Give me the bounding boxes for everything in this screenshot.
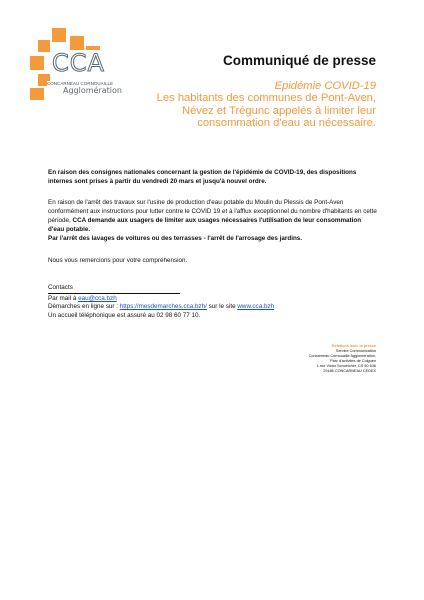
online-link[interactable]: https://mesdemarches.cca.bzh/	[119, 303, 207, 311]
footer-line: 1 rue Victor Schoelcher, CS 50 636	[316, 364, 376, 369]
details-text: En raison de l'arrêt des travaux sur l'usine de production d'eau potable du Moulin du Plessis de Pont-Aven conformément aux instructions pour lutter contre le COVID 19 et à l'afflux exceptionnel du nombre d'habitants en cette période,	[48, 199, 377, 224]
contact-mail	[48, 295, 378, 304]
logo-square	[30, 56, 44, 70]
intro-text: En raison des consignes nationales concernant la gestion de l'épidémie de COVID-19, des dispositions internes sont prises à partir du vendredi 20 mars et jusqu'à nouvel ordre.	[48, 169, 357, 185]
subject-headline: Les habitants des communes de Pont-Aven, Névez et Trégunc appelés à limiter leur consommation d'eau au nécessaire.	[156, 92, 376, 130]
logo-subtitle-2: Agglomération	[63, 86, 122, 95]
logo-square	[52, 28, 66, 42]
logo-square	[38, 40, 50, 52]
contacts-section	[48, 284, 378, 320]
footer-line: Parc d'activités de Colguen	[330, 359, 376, 364]
paragraph-intro	[48, 168, 378, 186]
logo-subtitle: CONCARNEAU CORNOUAILLE	[47, 81, 114, 86]
subject-topic: Epidémie COVID-19	[274, 80, 376, 92]
contacts-heading: Contacts	[48, 284, 180, 294]
online-middle: sur le site	[206, 303, 238, 311]
footer-line: Service Communication	[335, 349, 376, 354]
online-label: Démarches en ligne sur :	[48, 303, 120, 311]
press-subject	[126, 80, 376, 130]
site-link[interactable]: www.cca.bzh	[237, 303, 275, 311]
footer-line: 29186 CONCARNEAU CEDEX	[323, 369, 376, 374]
logo-square	[70, 36, 84, 50]
mail-label: Par mail à	[48, 294, 79, 302]
mail-link[interactable]: eau@cca.bzh	[78, 294, 117, 302]
contact-phone: Un accueil téléphonique est assuré au 02 98 60 77 10.	[48, 311, 201, 319]
contact-online	[48, 303, 378, 312]
logo-wordmark: CCA	[52, 50, 120, 82]
details-request: CCA demande aux usagers de limiter aux usages nécessaires l'utilisation de leur consommation d'eau potable.	[48, 217, 362, 233]
press-contact-footer	[309, 344, 376, 375]
paragraph-thanks: Nous vous remercions pour votre compréhension.	[48, 257, 188, 264]
cca-logo	[30, 28, 130, 100]
page-title: Communiqué de presse	[222, 53, 376, 68]
logo-square	[30, 88, 44, 100]
paragraph-details	[48, 198, 378, 243]
details-restrictions: Par l'arrêt des lavages de voitures ou des terrasses - l'arrêt de l'arrosage des jardins.	[48, 235, 303, 242]
footer-line: Concarneau Cornouaille Agglomération,	[308, 354, 376, 359]
footer-heading: Relations avec la presse	[331, 344, 376, 348]
